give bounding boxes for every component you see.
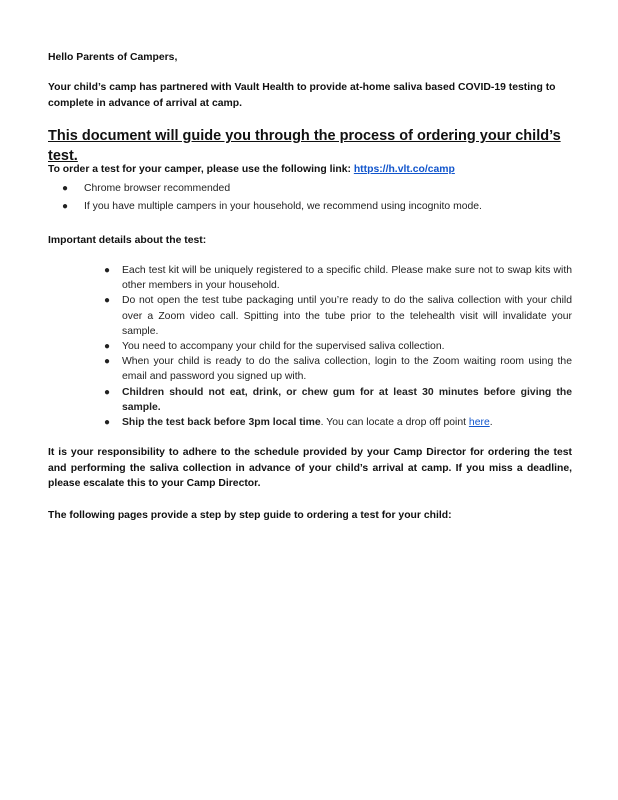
- drop-off-link[interactable]: here: [468, 417, 490, 429]
- order-notes-list: [62, 180, 562, 216]
- bullet-icon: ●: [104, 386, 111, 398]
- order-text: To order a test for your camper, please use the following link:: [48, 164, 354, 175]
- greeting: Hello Parents of Campers,: [48, 52, 178, 63]
- order-link[interactable]: https://h.vlt.co/camp: [353, 164, 455, 175]
- list-item: ● Each test kit will be uniquely registered to a specific child. Please make sure not to swap kits with other members in your household.: [104, 265, 572, 292]
- bullet-icon: ●: [104, 295, 111, 307]
- list-item: ● Children should not eat, drink, or chew gum for at least 30 minutes before giving the sample.: [104, 386, 572, 413]
- bullet-icon: ●: [104, 341, 111, 353]
- order-instruction: [48, 162, 455, 178]
- important-heading: Important details about the test:: [48, 235, 207, 246]
- list-item: ● If you have multiple campers in your household, we recommend using incognito mode.: [62, 198, 562, 216]
- document-heading: This document will guide you through the process of ordering your child’s test.: [48, 128, 561, 164]
- bullet-icon: ●: [104, 265, 111, 276]
- bullet-icon: ●: [104, 417, 111, 429]
- intro-paragraph: Your child’s camp has partnered with Vault Health to provide at-home saliva based COVID-19 testing to complete in advance of arrival at camp.: [48, 82, 556, 109]
- list-item: ● When your child is ready to do the saliva collection, login to the Zoom waiting room using the email and password you signed up with.: [104, 356, 572, 383]
- list-item: ● You need to accompany your child for the supervised saliva collection.: [104, 339, 572, 354]
- list-item-ship: ● Ship the test back before 3pm local time. You can locate a drop off point here.: [104, 415, 572, 430]
- list-item: ● Chrome browser recommended: [62, 180, 562, 198]
- list-item: ● Do not open the test tube packaging until you’re ready to do the saliva collection with your child over a Zoom video call. Spitting into the tube prior to the telehealth visit will invalidate your sample.: [104, 295, 572, 337]
- bullet-icon: ●: [104, 356, 111, 368]
- responsibility-paragraph: It is your responsibility to adhere to the schedule provided by your Camp Director for ordering the test and performing the saliva collection in advance of your child’s arrival at camp. If you miss a deadline, please escalate this to your Camp Director.: [48, 447, 572, 490]
- bullet-icon: ●: [62, 183, 69, 194]
- bullet-icon: ●: [62, 201, 69, 212]
- important-details-list: [104, 263, 572, 430]
- following-pages-note: The following pages provide a step by step guide to ordering a test for your child:: [48, 510, 452, 521]
